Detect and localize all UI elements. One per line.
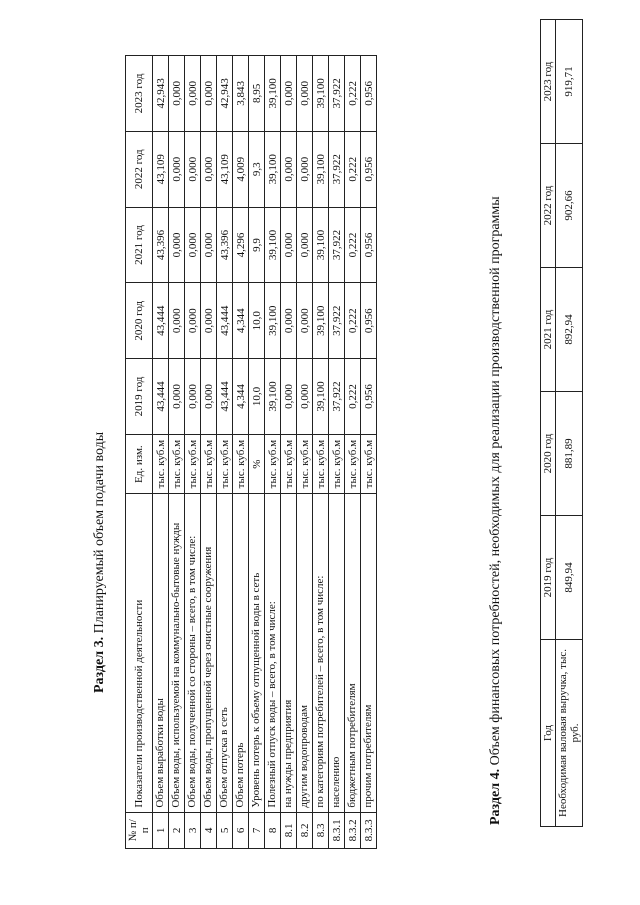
row-indicator: по категориям потребителей – всего, в том числе: [313,494,329,812]
row-unit: тыс. куб.м [297,434,313,494]
value-2019: 0,000 [297,359,313,435]
table-row [265,56,281,849]
table-body [153,56,377,849]
value-2019: 37,922 [329,359,345,435]
value-2023: 0,000 [297,56,313,132]
value-2022: 0,000 [281,131,297,207]
value-2020: 43,444 [217,283,233,359]
value-2023: 42,943 [153,56,169,132]
row-num: 8.3.1 [329,812,345,848]
header-2021: 2021 год [126,207,153,283]
row-unit: % [249,434,265,494]
row-unit: тыс. куб.м [313,434,329,494]
value-2020: 37,922 [329,283,345,359]
value-2020: 43,444 [153,283,169,359]
value-2021: 0,000 [185,207,201,283]
value-2019: 0,000 [281,359,297,435]
header-2022: 2022 год [126,131,153,207]
row-num: 1 [153,812,169,848]
value-2019: 0,222 [345,359,361,435]
table-row [249,56,265,849]
row-num: 5 [217,812,233,848]
value-2021: 39,100 [313,207,329,283]
value-2021: 9,9 [249,207,265,283]
row-num: 6 [233,812,249,848]
header-num: № п/п [126,812,153,848]
value-2021: 0,000 [169,207,185,283]
value-2023: 0,000 [185,56,201,132]
row-unit: тыс. куб.м [361,434,377,494]
value-2022: 39,100 [313,131,329,207]
value-2023: 0,222 [345,56,361,132]
value-2019: 39,100 [313,359,329,435]
value-2022: 0,956 [361,131,377,207]
value-2022: 43,109 [153,131,169,207]
value-2022: 0,000 [201,131,217,207]
header-2022: 2022 год [541,144,556,268]
value-2022: 0,000 [185,131,201,207]
value-2022: 0,000 [169,131,185,207]
value-2021: 37,922 [329,207,345,283]
row-indicator: Объем потерь [233,494,249,812]
row-num: 8.2 [297,812,313,848]
row-indicator: Объем воды, пропущенной через очистные сооружения [201,494,217,812]
value-2023: 42,943 [217,56,233,132]
table-row [281,56,297,849]
value-2020: 0,000 [297,283,313,359]
value-2021: 0,000 [297,207,313,283]
value-2019: 0,000 [185,359,201,435]
row-num: 3 [185,812,201,848]
row-unit: тыс. куб.м [185,434,201,494]
row-indicator: населению [329,494,345,812]
row-num: 8 [265,812,281,848]
row-unit: тыс. куб.м [169,434,185,494]
value-2021: 0,956 [361,207,377,283]
value-2022: 0,222 [345,131,361,207]
section-4-title [488,196,504,825]
row-unit: тыс. куб.м [153,434,169,494]
value-2020: 0,956 [361,283,377,359]
value-2021: 39,100 [265,207,281,283]
row-indicator: Уровень потерь к объему отпущенной воды в сеть [249,494,265,812]
table-row [169,56,185,849]
value-2021: 892,94 [556,268,583,392]
value-2021: 4,296 [233,207,249,283]
value-2020: 39,100 [313,283,329,359]
value-2023: 3,843 [233,56,249,132]
value-2021: 0,000 [201,207,217,283]
table-row [345,56,361,849]
row-indicator: Полезный отпуск воды – всего, в том числе: [265,494,281,812]
row-num: 8.1 [281,812,297,848]
row-unit: тыс. куб.м [265,434,281,494]
value-2022: 4,009 [233,131,249,207]
value-2023: 0,000 [281,56,297,132]
row-unit: тыс. куб.м [345,434,361,494]
row-unit: тыс. куб.м [329,434,345,494]
table-row [556,20,583,827]
table-row [153,56,169,849]
row-num: 4 [201,812,217,848]
table-row [329,56,345,849]
value-2020: 10,0 [249,283,265,359]
row-unit: тыс. куб.м [217,434,233,494]
row-unit: тыс. куб.м [281,434,297,494]
value-2022: 9,3 [249,131,265,207]
section-3-title-text: Планируемый объем подачи воды [92,431,107,637]
table-row [201,56,217,849]
value-2020: 0,000 [169,283,185,359]
row-num: 8.3.3 [361,812,377,848]
header-2023: 2023 год [541,20,556,144]
section-4-title-bold: Раздел 4. [488,768,503,825]
value-2023: 0,956 [361,56,377,132]
row-indicator: прочим потребителям [361,494,377,812]
row-indicator: на нужды предприятия [281,494,297,812]
table-header-row [541,20,556,827]
row-unit: тыс. куб.м [233,434,249,494]
value-2019: 0,000 [169,359,185,435]
table-row [361,56,377,849]
value-2023: 0,000 [201,56,217,132]
header-2021: 2021 год [541,268,556,392]
value-2020: 881,89 [556,392,583,516]
header-2020: 2020 год [126,283,153,359]
value-2020: 0,000 [281,283,297,359]
row-label: Необходимая валовая выручка, тыс. руб. [556,640,583,827]
value-2021: 0,000 [281,207,297,283]
row-indicator: Объем воды, используемой на коммунально-бытовые нужды [169,494,185,812]
table-row [217,56,233,849]
row-indicator: Объем отпуска в сеть [217,494,233,812]
row-num: 7 [249,812,265,848]
row-num: 8.3.2 [345,812,361,848]
value-2019: 849,94 [556,516,583,640]
value-2020: 0,000 [185,283,201,359]
row-num: 2 [169,812,185,848]
value-2019: 10,0 [249,359,265,435]
section-4-title-text: Объем финансовых потребностей, необходимых для реализации производственной программы [488,196,503,769]
row-indicator: Объем воды, полученной со стороны – всего, в том числе: [185,494,201,812]
header-2019: 2019 год [126,359,153,435]
value-2021: 0,222 [345,207,361,283]
value-2020: 39,100 [265,283,281,359]
value-2022: 902,66 [556,144,583,268]
header-unit: Ед. изм. [126,434,153,494]
value-2019: 43,444 [217,359,233,435]
value-2020: 0,000 [201,283,217,359]
value-2022: 37,922 [329,131,345,207]
value-2023: 919,71 [556,20,583,144]
value-2021: 43,396 [153,207,169,283]
value-2019: 39,100 [265,359,281,435]
header-2020: 2020 год [541,392,556,516]
value-2019: 0,956 [361,359,377,435]
value-2022: 43,109 [217,131,233,207]
value-2022: 39,100 [265,131,281,207]
table-row [313,56,329,849]
section-3-title-bold: Раздел 3. [92,636,107,693]
value-2019: 4,344 [233,359,249,435]
row-indicator: другим водопроводам [297,494,313,812]
table-row [233,56,249,849]
table-row [185,56,201,849]
row-indicator: бюджетным потребителям [345,494,361,812]
financial-needs-table [540,19,583,827]
value-2021: 43,396 [217,207,233,283]
value-2023: 8,95 [249,56,265,132]
value-2023: 39,100 [313,56,329,132]
row-unit: тыс. куб.м [201,434,217,494]
value-2023: 37,922 [329,56,345,132]
row-num: 8.3 [313,812,329,848]
row-indicator: Объем выработки воды [153,494,169,812]
water-supply-volume-table [125,55,377,849]
header-year: Год [541,640,556,827]
value-2019: 0,000 [201,359,217,435]
value-2022: 0,000 [297,131,313,207]
value-2020: 0,222 [345,283,361,359]
header-indicator: Показатели производственной деятельности [126,494,153,812]
table-row [297,56,313,849]
header-2019: 2019 год [541,516,556,640]
value-2023: 0,000 [169,56,185,132]
header-2023: 2023 год [126,56,153,132]
value-2020: 4,344 [233,283,249,359]
table-header-row [126,56,153,849]
section-3-title [92,432,108,693]
value-2019: 43,444 [153,359,169,435]
value-2023: 39,100 [265,56,281,132]
